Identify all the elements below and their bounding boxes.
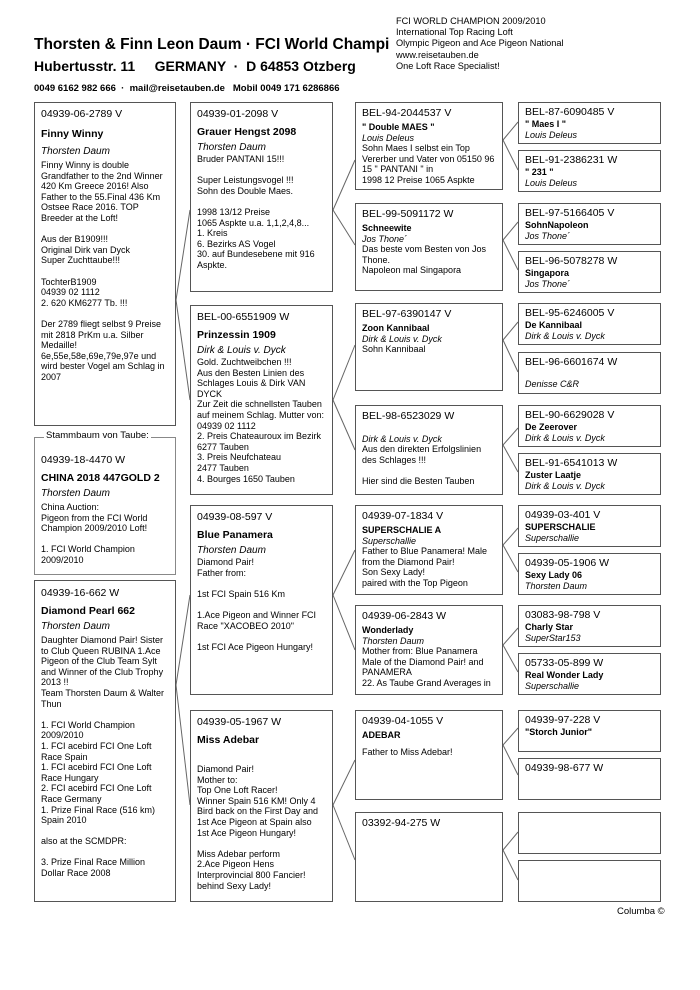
ring-number: BEL-97-6390147 V <box>362 308 452 320</box>
breeder <box>197 750 326 762</box>
ring-number: BEL-00-6551909 W <box>197 311 290 323</box>
ring-number: BEL-96-6601674 W <box>525 356 618 368</box>
breeder: Thorsten Daum <box>41 621 110 632</box>
subject3-card <box>34 580 176 902</box>
pigeon-name: " 231 " <box>525 167 554 177</box>
pigeon-name: Zoon Kannibaal <box>362 323 430 333</box>
pigeon-name: De Kannibaal <box>525 320 583 330</box>
notes: Diamond Pair! Mother to: Top One Loft Racer! Winner Spain 516 KM! Only 4 Bird back on the First Day and 1st Ace Pigeon at Spain also 1st Ace Pigeon Hungary! Miss Adebar perform 2.Ace Pigeon Hens Interprovincial 800 Fancier! behind Sexy Lady! <box>197 764 319 891</box>
ring-number: 04939-97-228 V <box>525 714 601 726</box>
breeder: Superschallie <box>525 681 580 691</box>
greatgrandparent-card <box>518 453 661 495</box>
ring-number: 04939-04-1055 V <box>362 715 444 727</box>
parent-card <box>190 710 333 902</box>
greatgrandparent-card <box>518 605 661 647</box>
parent-card <box>190 305 333 495</box>
breeder: Denisse C&R <box>525 379 580 389</box>
pigeon-name: " Maes I " <box>525 119 567 129</box>
breeder: Thorsten Daum <box>41 488 110 499</box>
breeder: Dirk & Louis v. Dyck <box>362 434 442 444</box>
ring-number: BEL-91-6541013 W <box>525 457 618 469</box>
breeder: Thorsten Daum <box>197 142 266 153</box>
pigeon-name: SUPERSCHALIE <box>525 522 596 532</box>
ring-number: 04939-08-597 V <box>197 511 273 523</box>
pigeon-name: Miss Adebar <box>197 734 260 746</box>
notes: Sohn Maes I selbst ein Top Vererber und Vater von 05150 96 15 " PANTANI " in 1998 12 Preise 1065 Aspkte <box>362 143 495 185</box>
breeder: Dirk & Louis v. Dyck <box>525 481 605 491</box>
pedigree-title: Thorsten & Finn Leon Daum · FCI World Champi <box>34 36 390 53</box>
breeder: Superschallie <box>362 536 417 546</box>
subject2-card <box>34 437 176 575</box>
subject-card <box>34 102 176 426</box>
ring-number: BEL-97-5166405 V <box>525 207 615 219</box>
breeder: Louis Deleus <box>525 130 578 140</box>
breeder: Thorsten Daum <box>41 146 110 157</box>
ring-number: 03392-94-275 W <box>362 817 441 829</box>
loft-info: FCI WORLD CHAMPION 2009/2010 International Top Racing Loft Olympic Pigeon and Ace Pigeon National www.reisetauben.de One Loft Race Specialist! <box>396 16 564 71</box>
greatgrandparent-card <box>518 710 661 752</box>
greatgrandparent-card <box>518 812 661 854</box>
pigeon-name: Grauer Hengst 2098 <box>197 126 297 138</box>
notes: Finny Winny is double Grandfather to the 2nd Winner 420 Km Greece 2016! Also Father to the 55.Final 436 Km Ostsee Race 2016. TOP Breeder at the Loft! Aus der B1909!!! Original Dirk van Dyck Super Zuchttaube!!! TochterB1909 04939 02 1112 2. 620 KM6277 Tb. !!! Der 2789 fliegt selbst 9 Preise mit 2818 PrKm u.a. Silber Medaille! 6e,55e,58e,69e,79e,97e und wird bester Vogel am Schlag in 2007 <box>41 160 165 382</box>
breeder: Dirk & Louis v. Dyck <box>525 331 605 341</box>
greatgrandparent-card <box>518 102 661 144</box>
greatgrandparent-card <box>518 352 661 394</box>
greatgrandparent-card <box>518 150 661 192</box>
breeder: Jos Thone´ <box>362 234 408 244</box>
notes: China Auction: Pigeon from the FCI World Champion 2009/2010 Loft! 1. FCI World Champion 2009/2010 <box>41 502 148 565</box>
grandparent-card <box>355 605 503 695</box>
notes: Father to Miss Adebar! <box>362 747 453 757</box>
stammbaum-label: Stammbaum von Taube: <box>46 430 149 441</box>
ring-number: BEL-90-6629028 V <box>525 409 615 421</box>
pigeon-name: Diamond Pearl 662 <box>41 605 135 617</box>
greatgrandparent-card <box>518 653 661 695</box>
breeder: Louis Deleus <box>362 133 415 143</box>
ring-number: BEL-87-6090485 V <box>525 106 615 118</box>
pigeon-name: Charly Star <box>525 622 574 632</box>
pigeon-name <box>362 424 496 434</box>
footer-credit: Columba © <box>617 906 665 917</box>
pigeon-name: De Zeerover <box>525 422 578 432</box>
pigeon-name: Real Wonder Lady <box>525 670 604 680</box>
breeder: Thorsten Daum <box>197 545 266 556</box>
greatgrandparent-card <box>518 860 661 902</box>
notes: Gold. Zuchtweibchen !!! Aus den Besten Linien des Schlages Louis & Dirk VAN DYCK Zur Zeit die schnellsten Tauben auf meinem Schlag. Mutter von: 04939 02 1112 2. Preis Chateauroux im Bezirk 6277 Tauben 3. Preis Neufchateau 2477 Tauben 4. Bourges 1650 Tauben <box>197 357 325 484</box>
ring-number: 04939-16-662 W <box>41 587 120 599</box>
notes: Father to Blue Panamera! Male from the Diamond Pair! Son Sexy Lady! paired with the Top Pigeon <box>362 546 488 588</box>
greatgrandparent-card <box>518 203 661 245</box>
breeder: Louis Deleus <box>525 178 578 188</box>
pigeon-name: CHINA 2018 447GOLD 2 <box>41 472 160 484</box>
notes: Das beste vom Besten von Jos Thone. Napoleon mal Singapora <box>362 244 487 276</box>
contact-line: 0049 6162 982 666 · mail@reisetauben.de Mobil 0049 171 6286866 <box>34 83 340 94</box>
grandparent-card <box>355 303 503 391</box>
pigeon-name: Singapora <box>525 268 570 278</box>
grandparent-card <box>355 203 503 291</box>
ring-number: BEL-94-2044537 V <box>362 107 452 119</box>
ring-number: 04939-07-1834 V <box>362 510 444 522</box>
pigeon-name: "Storch Junior" <box>525 727 593 737</box>
greatgrandparent-card <box>518 303 661 345</box>
ring-number: BEL-95-6246005 V <box>525 307 615 319</box>
notes: Bruder PANTANI 15!!! Super Leistungsvogel !!! Sohn des Double Maes. 1998 13/12 Preise 1065 Aspkte u.a. 1,1,2,4,8... 1. Kreis 6. Bezirks AS Vogel 30. auf Bundesebene mit 916 Aspkte. <box>197 154 315 270</box>
pigeon-name: Prinzessin 1909 <box>197 329 276 341</box>
ring-number: BEL-91-2386231 W <box>525 154 618 166</box>
ring-number: 04939-06-2789 V <box>41 108 123 120</box>
pigeon-name: Finny Winny <box>41 128 104 140</box>
breeder: Thorsten Daum <box>525 581 588 591</box>
breeder: Thorsten Daum <box>362 636 425 646</box>
breeder: Jos Thone´ <box>525 231 571 241</box>
greatgrandparent-card <box>518 758 661 800</box>
grandparent-card <box>355 812 503 902</box>
address-line: Hubertusstr. 11 GERMANY · D 64853 Otzberg <box>34 58 356 74</box>
grandparent-card <box>355 405 503 495</box>
ring-number: 04939-18-4470 W <box>41 454 126 466</box>
ring-number: 03083-98-798 V <box>525 609 601 621</box>
pigeon-name: " Double MAES " <box>362 122 435 132</box>
ring-number: 04939-01-2098 V <box>197 108 279 120</box>
greatgrandparent-card <box>518 505 661 547</box>
ring-number: 04939-05-1906 W <box>525 557 610 569</box>
breeder: Superschallie <box>525 533 580 543</box>
notes: Sohn Kannibaal <box>362 344 426 354</box>
pigeon-name: SohnNapoleon <box>525 220 589 230</box>
ring-number: 05733-05-899 W <box>525 657 604 669</box>
grandparent-card <box>355 505 503 595</box>
ring-number: 04939-06-2843 W <box>362 610 447 622</box>
pigeon-name: Blue Panamera <box>197 529 273 541</box>
breeder: Jos Thone´ <box>525 279 571 289</box>
ring-number: BEL-96-5078278 W <box>525 255 618 267</box>
breeder: Dirk & Louis v. Dyck <box>525 433 605 443</box>
notes: Aus den direkten Erfolgslinien des Schlages !!! Hier sind die Besten Tauben <box>362 444 482 486</box>
notes: Mother from: Blue Panamera Male of the Diamond Pair! and PANAMERA 22. As Taube Grand Averages in <box>362 646 491 688</box>
parent-card <box>190 505 333 695</box>
ring-number: 04939-05-1967 W <box>197 716 282 728</box>
grandparent-card <box>355 102 503 190</box>
pigeon-name: Sexy Lady 06 <box>525 570 583 580</box>
greatgrandparent-card <box>518 405 661 447</box>
notes: Diamond Pair! Father from: 1st FCI Spain 516 Km 1.Ace Pigeon and Winner FCI Race "XACOBEO 2010" 1st FCI Ace Pigeon Hungary! <box>197 557 317 652</box>
breeder: Dirk & Louis v. Dyck <box>197 345 286 356</box>
pigeon-name: Wonderlady <box>362 625 414 635</box>
pigeon-name: Schneewite <box>362 223 412 233</box>
ring-number: 04939-98-677 W <box>525 762 604 774</box>
ring-number: BEL-99-5091172 W <box>362 208 454 220</box>
parent-card <box>190 102 333 292</box>
ring-number: 04939-03-401 V <box>525 509 601 521</box>
breeder: SuperStar153 <box>525 633 581 643</box>
pigeon-name: Zuster Laatje <box>525 470 582 480</box>
pigeon-name: SUPERSCHALIE A <box>362 525 442 535</box>
greatgrandparent-card <box>518 553 661 595</box>
breeder: Dirk & Louis v. Dyck <box>362 334 442 344</box>
ring-number: BEL-98-6523029 W <box>362 410 455 422</box>
pigeon-name: ADEBAR <box>362 730 401 740</box>
grandparent-card <box>355 710 503 800</box>
greatgrandparent-card <box>518 251 661 293</box>
notes: Daughter Diamond Pair! Sister to Club Queen RUBINA 1.Ace Pigeon of the Club Team Sylt and Winner of the Club Trophy 2013 !! Team Thorsten Daum & Walter Thun 1. FCI World Champion 2009/2010 1. FCI acebird FCI One Loft Race Spain 1. FCI acebird FCI One Loft Race Hungary 2. FCI acebird FCI One Loft Race Germany 1. Prize Final Race (516 km) Spain 2010 also at the SCMDPR: 3. Prize Final Race Million Dollar Race 2008 <box>41 635 165 879</box>
